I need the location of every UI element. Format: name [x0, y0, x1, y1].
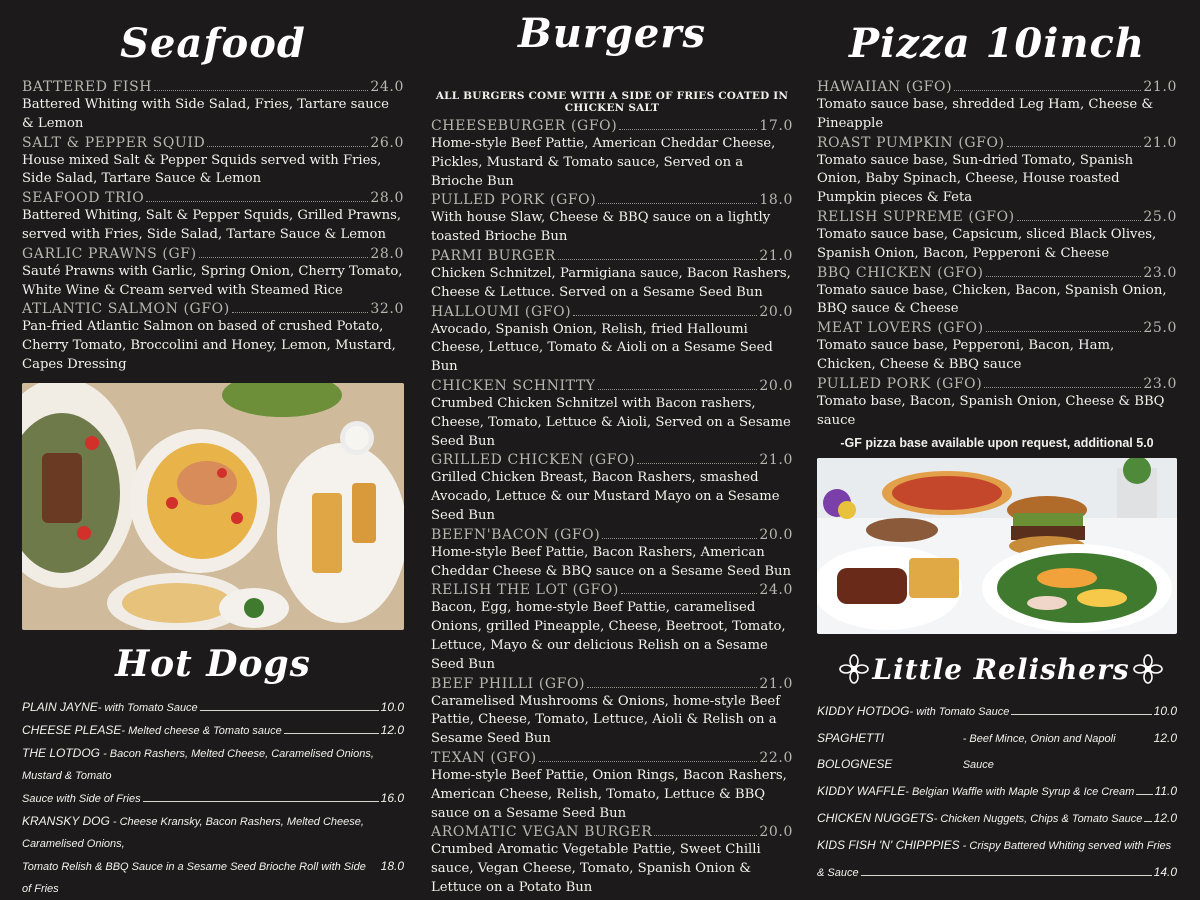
item-price: 26.0 [370, 134, 404, 151]
item-name: KIDDY WAFFLE [817, 784, 906, 799]
item-heading [431, 675, 793, 693]
item-description-cont: Tomato Relish & BBQ Sauce in a Sesame Seed Brioche Roll with Side of Fries [22, 860, 366, 895]
item-name: ATLANTIC SALMON (GFO) [22, 301, 230, 318]
item-price: 18.0 [759, 192, 793, 209]
item-name: SPAGHETTI BOLOGNESE [817, 731, 893, 772]
item-heading [817, 78, 1177, 96]
menu-item [817, 78, 1177, 134]
item-heading [431, 303, 793, 321]
item-price: 12.0 [1153, 811, 1177, 826]
item-name: HALLOUMI (GFO) [431, 303, 572, 320]
menu-item [431, 451, 793, 525]
kids-item [817, 832, 1177, 886]
dot-leader [598, 389, 758, 390]
menu-item [431, 377, 793, 451]
menu-item [431, 581, 793, 674]
item-heading [431, 191, 793, 209]
dot-leader [558, 259, 758, 260]
item-name: AROMATIC VEGAN BURGER [431, 824, 653, 841]
item-heading [817, 264, 1177, 282]
menu-item [431, 749, 793, 823]
item-description: Home-style Beef Pattie, Onion Rings, Bacon Rashers, American Cheese, Relish, Tomato, Lettuce & BBQ sauce on a Sesame Seed Bun [431, 767, 787, 821]
item-description: - Crispy Battered Whiting served with Fries [959, 840, 1172, 853]
menu-item [817, 319, 1177, 375]
dot-leader [143, 801, 379, 802]
item-heading [817, 375, 1177, 393]
item-heading [431, 377, 793, 395]
hotdogs-title: Hot Dogs [115, 642, 311, 685]
item-price: 12.0 [1153, 731, 1177, 746]
kids-item [817, 778, 1177, 805]
flower-icon [839, 654, 869, 684]
dot-leader [602, 538, 757, 539]
hotdogs-list [22, 696, 404, 900]
dot-leader [598, 203, 757, 204]
dot-leader [621, 593, 758, 594]
burger-pizza-photo [817, 458, 1177, 634]
item-line [22, 719, 404, 742]
item-description: - Beef Mince, Onion and Napoli Sauce [962, 733, 1116, 772]
item-heading [431, 581, 793, 599]
dot-leader [284, 733, 379, 734]
item-description: Home-style Beef Pattie, Bacon Rashers, American Cheddar Cheese & BBQ sauce on a Sesame Seed Bun [431, 544, 792, 579]
item-description: - Bacon Rashers, Melted Cheese, Caramelised Onions, Mustard & Tomato [22, 747, 374, 782]
item-line [22, 855, 404, 900]
item-description-cont: Sauce with Side of Fries [22, 792, 141, 805]
menu-item [817, 375, 1177, 431]
item-heading [431, 526, 793, 544]
burgers-column [431, 0, 793, 898]
item-description: Pan-fried Atlantic Salmon on based of crushed Potato, Cherry Tomato, Broccolini and Honey, Lemon, Mustard, Capes Dressing [22, 319, 396, 372]
item-price: 11.0 [1154, 784, 1177, 799]
item-heading [431, 451, 793, 469]
item-heading [431, 823, 793, 841]
item-line [22, 787, 404, 810]
item-line [817, 859, 1177, 886]
item-name: MEAT LOVERS (GFO) [817, 320, 984, 337]
dot-leader [986, 276, 1142, 277]
dot-leader [986, 331, 1142, 332]
item-description: Tomato sauce base, shredded Leg Ham, Cheese & Pineapple [817, 97, 1154, 131]
item-description: Crumbed Aromatic Vegetable Pattie, Sweet Chilli sauce, Vegan Cheese, Tomato, Spanish Onion & Lettuce on a Potato Bun [431, 842, 761, 895]
dot-leader [207, 146, 368, 147]
item-name: GARLIC PRAWNS (GF) [22, 245, 197, 262]
item-description: Tomato base, Bacon, Spanish Onion, Cheese & BBQ sauce [817, 393, 1165, 428]
menu-item [431, 191, 793, 247]
dot-leader [154, 90, 368, 91]
gf-pizza-note: -GF pizza base available upon request, additional 5.0 [840, 436, 1154, 451]
item-description: - Cheese Kransky, Bacon Rashers, Melted Cheese, Caramelised Onions, [22, 815, 364, 850]
item-name: CHICKEN NUGGETS [817, 811, 934, 826]
dot-leader [200, 710, 379, 711]
item-price: 14.0 [1153, 865, 1177, 880]
item-name: CHEESEBURGER (GFO) [431, 118, 618, 134]
item-heading [817, 134, 1177, 152]
item-price: 18.0 [380, 858, 404, 873]
menu-item [431, 247, 793, 303]
item-price: 23.0 [1143, 264, 1177, 281]
item-name: HAWAIIAN (GFO) [817, 79, 953, 95]
item-line [22, 810, 404, 855]
dot-leader [1011, 714, 1151, 715]
menu-item [22, 189, 404, 245]
item-heading [22, 189, 404, 207]
burgers-note: ALL BURGERS COME WITH A SIDE OF FRIES COATED IN CHICKEN SALT [435, 90, 789, 114]
item-line [22, 742, 404, 787]
seafood-photo [22, 383, 404, 630]
item-name: KIDDY HOTDOG [817, 704, 910, 719]
item-price: 20.0 [759, 303, 793, 320]
hotdog-item [22, 696, 404, 719]
dot-leader [199, 257, 369, 258]
menu-item [431, 675, 793, 749]
menu-item [22, 134, 404, 190]
dot-leader [1136, 794, 1152, 795]
hotdog-item [22, 719, 404, 742]
item-description: - Chicken Nuggets, Chips & Tomato Sauce [933, 813, 1143, 826]
item-price: 25.0 [1143, 320, 1177, 337]
item-heading [431, 247, 793, 265]
item-description: - with Tomato Sauce [97, 701, 198, 714]
dot-leader [587, 687, 757, 688]
item-description: - Melted cheese & Tomato sauce [121, 724, 282, 737]
item-price: 20.0 [759, 824, 793, 841]
seafood-title: Seafood [120, 20, 306, 67]
dot-leader [619, 129, 757, 130]
item-price: 21.0 [1143, 79, 1177, 95]
dot-leader [146, 201, 368, 202]
item-name: KRANSKY DOG [22, 813, 110, 828]
dot-leader [539, 761, 758, 762]
flower-icon [1133, 654, 1163, 684]
item-name: RELISH THE LOT (GFO) [431, 582, 619, 599]
item-price: 23.0 [1143, 375, 1177, 392]
menu-item [817, 264, 1177, 320]
item-heading [817, 319, 1177, 337]
item-heading [431, 749, 793, 767]
item-description: Tomato sauce base, Sun-dried Tomato, Spanish Onion, Baby Spinach, Cheese, House roasted Pumpkin pieces & Feta [817, 152, 1134, 206]
seafood-column [22, 0, 404, 900]
item-description: Battered Whiting, Salt & Pepper Squids, Grilled Prawns, served with Fries, Side Salad, Tartare Sauce & Lemon [22, 208, 402, 242]
item-price: 21.0 [759, 452, 793, 469]
dot-leader [573, 315, 757, 316]
kids-item [817, 698, 1177, 725]
item-price: 21.0 [759, 247, 793, 264]
item-price: 24.0 [370, 79, 404, 95]
kids-list [817, 698, 1177, 886]
item-line [22, 696, 404, 719]
item-description: Tomato sauce base, Pepperoni, Bacon, Ham, Chicken, Cheese & BBQ sauce [817, 338, 1115, 372]
burgers-title: Burgers [518, 10, 706, 57]
item-line [817, 698, 1177, 725]
kids-item [817, 725, 1177, 778]
item-description: - Belgian Waffle with Maple Syrup & Ice Cream [905, 786, 1135, 799]
kids-item [817, 805, 1177, 832]
item-description: Grilled Chicken Breast, Bacon Rashers, smashed Avocado, Lettuce & our Mustard Mayo on a Sesame Seed Bun [431, 470, 780, 523]
item-price: 24.0 [759, 582, 793, 599]
item-line [817, 805, 1177, 832]
menu-item [431, 117, 793, 191]
item-description: Sauté Prawns with Garlic, Spring Onion, Cherry Tomato, White Wine & Cream served with Steamed Rice [22, 263, 403, 298]
menu-item [431, 303, 793, 377]
dot-leader [984, 387, 1141, 388]
item-name: TEXAN (GFO) [431, 749, 537, 766]
item-name: PULLED PORK (GFO) [431, 192, 597, 209]
item-description: Battered Whiting with Side Salad, Fries, Tartare sauce & Lemon [22, 97, 389, 131]
item-name: SEAFOOD TRIO [22, 190, 145, 207]
little-relishers-title: Little Relishers [872, 652, 1130, 686]
burgers-list [431, 117, 793, 898]
item-price: 10.0 [1153, 704, 1177, 719]
item-price: 17.0 [759, 118, 793, 134]
seafood-list [22, 78, 404, 375]
item-line [817, 832, 1177, 859]
pizza-list [817, 78, 1177, 430]
item-description: Crumbed Chicken Schnitzel with Bacon rashers, Cheese, Tomato, Lettuce & Aioli, Served on a Sesame Seed Bun [431, 395, 791, 449]
item-heading [22, 300, 404, 318]
hotdog-item [22, 742, 404, 810]
item-description: Home-style Beef Pattie, American Cheddar Cheese, Pickles, Mustard & Tomato sauce, Served on a Brioche Bun [431, 136, 776, 189]
item-price: 21.0 [759, 675, 793, 692]
item-description: House mixed Salt & Pepper Squids served with Fries, Side Salad, Tartare Sauce & Lemon [22, 152, 382, 187]
menu-item [22, 245, 404, 301]
menu-item [431, 823, 793, 897]
dot-leader [232, 312, 369, 313]
item-description: Tomato sauce base, Capsicum, sliced Black Olives, Spanish Onion, Bacon, Pepperoni & Cheese [817, 226, 1157, 261]
item-name: GRILLED CHICKEN (GFO) [431, 452, 636, 469]
item-description: - with Tomato Sauce [909, 706, 1010, 719]
dot-leader [1017, 220, 1142, 221]
menu-item [817, 208, 1177, 264]
dot-leader [861, 875, 1152, 876]
item-name: BEEFN'BACON (GFO) [431, 526, 601, 543]
item-name: PULLED PORK (GFO) [817, 375, 983, 392]
item-heading [22, 78, 404, 96]
item-heading [22, 245, 404, 263]
item-price: 10.0 [380, 699, 404, 714]
item-name: BBQ CHICKEN (GFO) [817, 264, 984, 281]
item-price: 25.0 [1143, 208, 1177, 225]
item-name: BEEF PHILLI (GFO) [431, 675, 586, 692]
item-name: PARMI BURGER [431, 247, 556, 264]
item-heading [817, 208, 1177, 226]
item-description: With house Slaw, Cheese & BBQ sauce on a lightly toasted Brioche Bun [431, 210, 771, 245]
menu-item [22, 78, 404, 134]
item-price: 20.0 [759, 377, 793, 394]
item-heading [22, 134, 404, 152]
item-name: PLAIN JAYNE [22, 699, 98, 714]
item-price: 16.0 [380, 790, 404, 805]
item-name: SALT & PEPPER SQUID [22, 134, 206, 151]
item-name: KIDS FISH 'N' CHIPPPIES [817, 838, 960, 853]
item-line [817, 778, 1177, 805]
item-price: 22.0 [759, 749, 793, 766]
item-price: 28.0 [370, 190, 404, 207]
item-price: 21.0 [1143, 134, 1177, 151]
menu-item [22, 300, 404, 374]
dot-leader [654, 835, 757, 836]
dot-leader [637, 463, 757, 464]
item-heading [431, 117, 793, 135]
dot-leader [954, 90, 1141, 91]
item-description-cont: & Sauce [817, 867, 859, 880]
dot-leader [1007, 146, 1142, 147]
menu-item [431, 526, 793, 582]
item-description: Caramelised Mushrooms & Onions, home-style Beef Pattie, Cheese, Tomato, Lettuce, Aioli & Relish on a Sesame Seed Bun [431, 693, 781, 747]
item-name: BATTERED FISH [22, 79, 153, 95]
menu-item [817, 134, 1177, 208]
dot-leader [1144, 821, 1151, 822]
item-price: 12.0 [380, 722, 404, 737]
hotdog-item [22, 810, 404, 900]
item-description: Chicken Schnitzel, Parmigiana sauce, Bacon Rashers, Cheese & Lettuce. Served on a Sesame Seed Bun [431, 265, 791, 300]
item-name: THE LOTDOG [22, 745, 101, 760]
little-relishers-header [839, 640, 1163, 698]
item-name: ROAST PUMPKIN (GFO) [817, 134, 1005, 151]
item-price: 20.0 [759, 526, 793, 543]
item-description: Avocado, Spanish Onion, Relish, fried Halloumi Cheese, Lettuce, Tomato & Aioli on a Sesame Seed Bun [431, 321, 773, 375]
item-price: 32.0 [370, 301, 404, 318]
item-line [817, 725, 1177, 778]
item-description: Tomato sauce base, Chicken, Bacon, Spanish Onion, BBQ sauce & Cheese [817, 282, 1167, 317]
item-name: CHICKEN SCHNITTY [431, 377, 596, 394]
item-name: RELISH SUPREME (GFO) [817, 208, 1015, 225]
item-name: CHEESE PLEASE [22, 722, 122, 737]
pizza-column [817, 0, 1177, 886]
item-description: Bacon, Egg, home-style Beef Pattie, caramelised Onions, grilled Pineapple, Cheese, Beetroot, Tomato, Lettuce, Mayo & our delicious Relish on a Sesame Seed Bun [431, 600, 786, 672]
pizza-title: Pizza 10inch [849, 20, 1145, 67]
item-price: 28.0 [370, 245, 404, 262]
